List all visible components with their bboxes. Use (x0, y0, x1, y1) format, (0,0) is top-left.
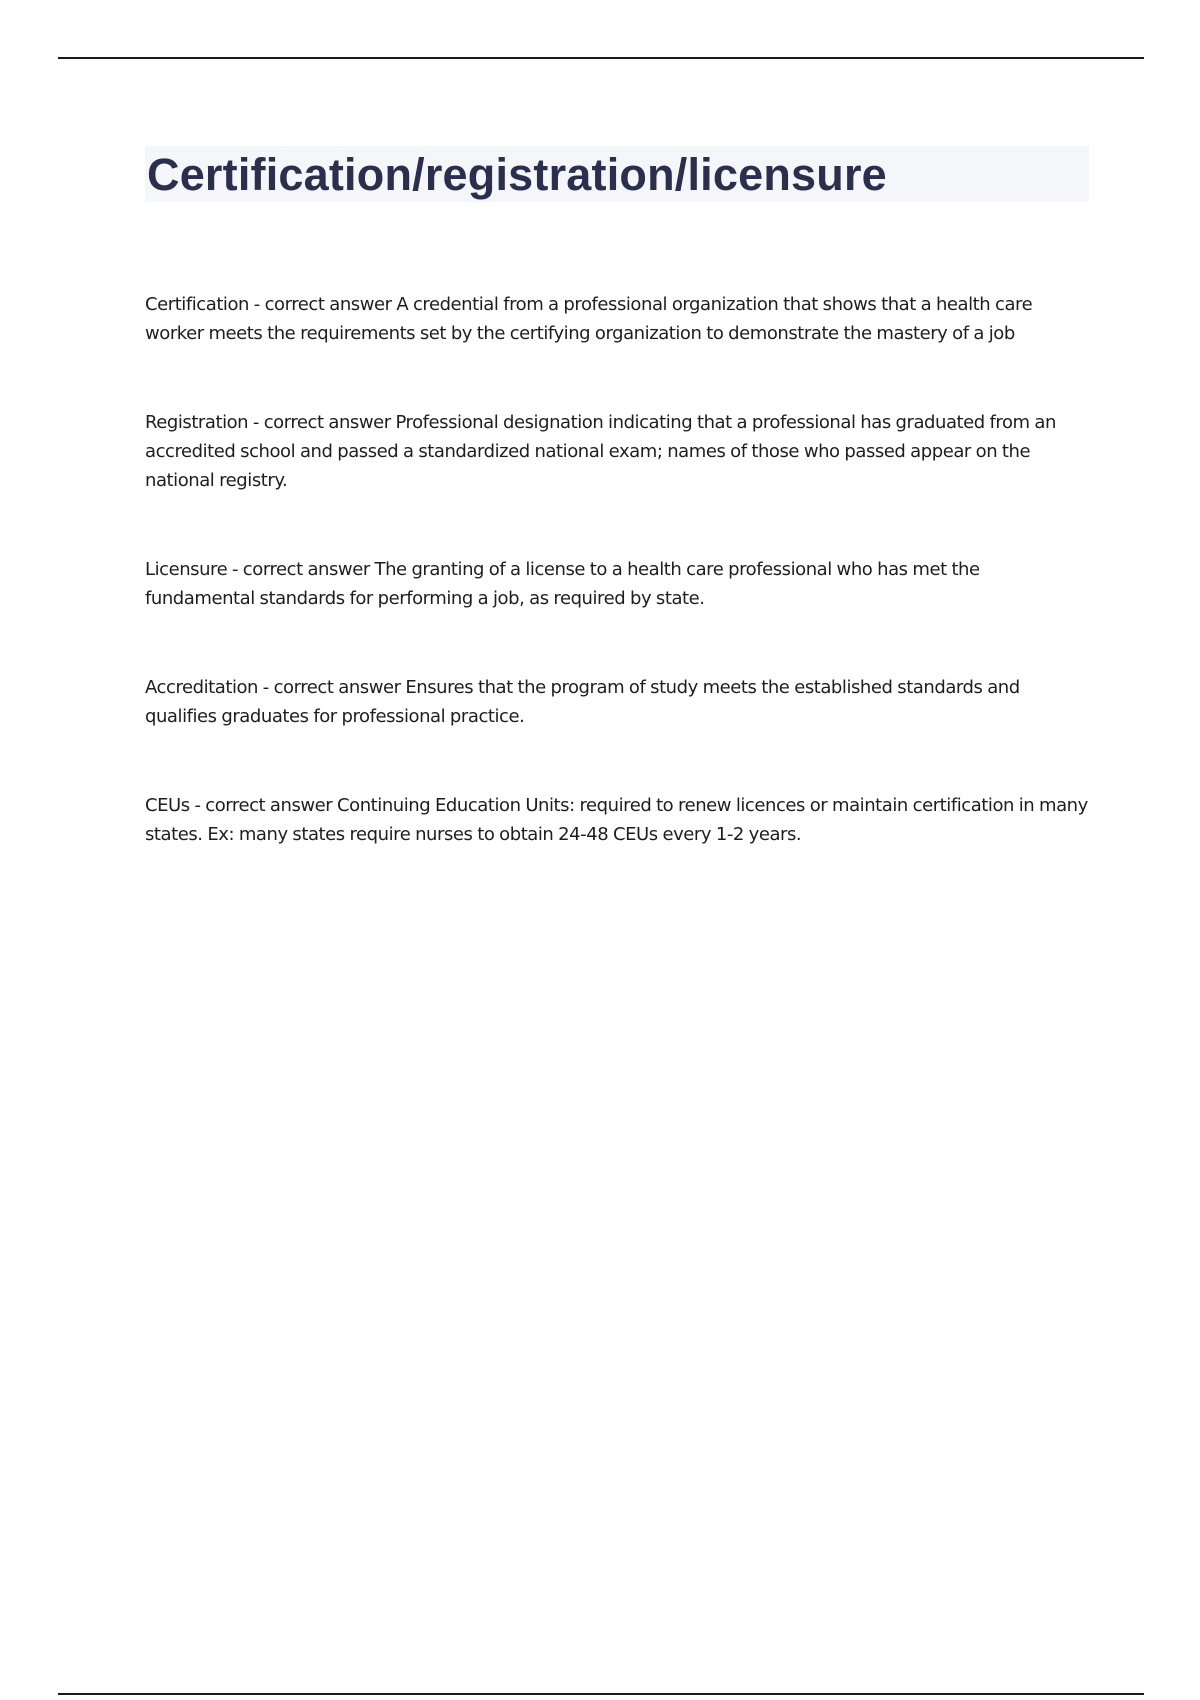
bottom-rule (58, 1693, 1144, 1695)
entry-licensure: Licensure - correct answer The granting of a license to a health care professional who has met the fundamental standards for performing a job, as required by state. (145, 559, 980, 609)
document-body (145, 146, 1089, 909)
top-rule (58, 57, 1144, 59)
entry-accreditation: Accreditation - correct answer Ensures that the program of study meets the established standards and qualifies graduates for professional practice. (145, 677, 1020, 727)
document-title: Certification/registration/licensure (147, 148, 887, 200)
title-band (145, 146, 1089, 202)
entry-registration: Registration - correct answer Professional designation indicating that a professional has graduated from an accredited school and passed a standardized national exam; names of those who passed appear on the national registry. (145, 412, 1056, 491)
entry-ceus: CEUs - correct answer Continuing Education Units: required to renew licences or maintain certification in many states. Ex: many states require nurses to obtain 24-48 CEUs every 1-2 years. (145, 795, 1088, 845)
entry-certification: Certification - correct answer A credential from a professional organization that shows that a health care worker meets the requirements set by the certifying organization to demonstrate the mastery of a job (145, 294, 1033, 344)
entry-list (145, 290, 1089, 849)
